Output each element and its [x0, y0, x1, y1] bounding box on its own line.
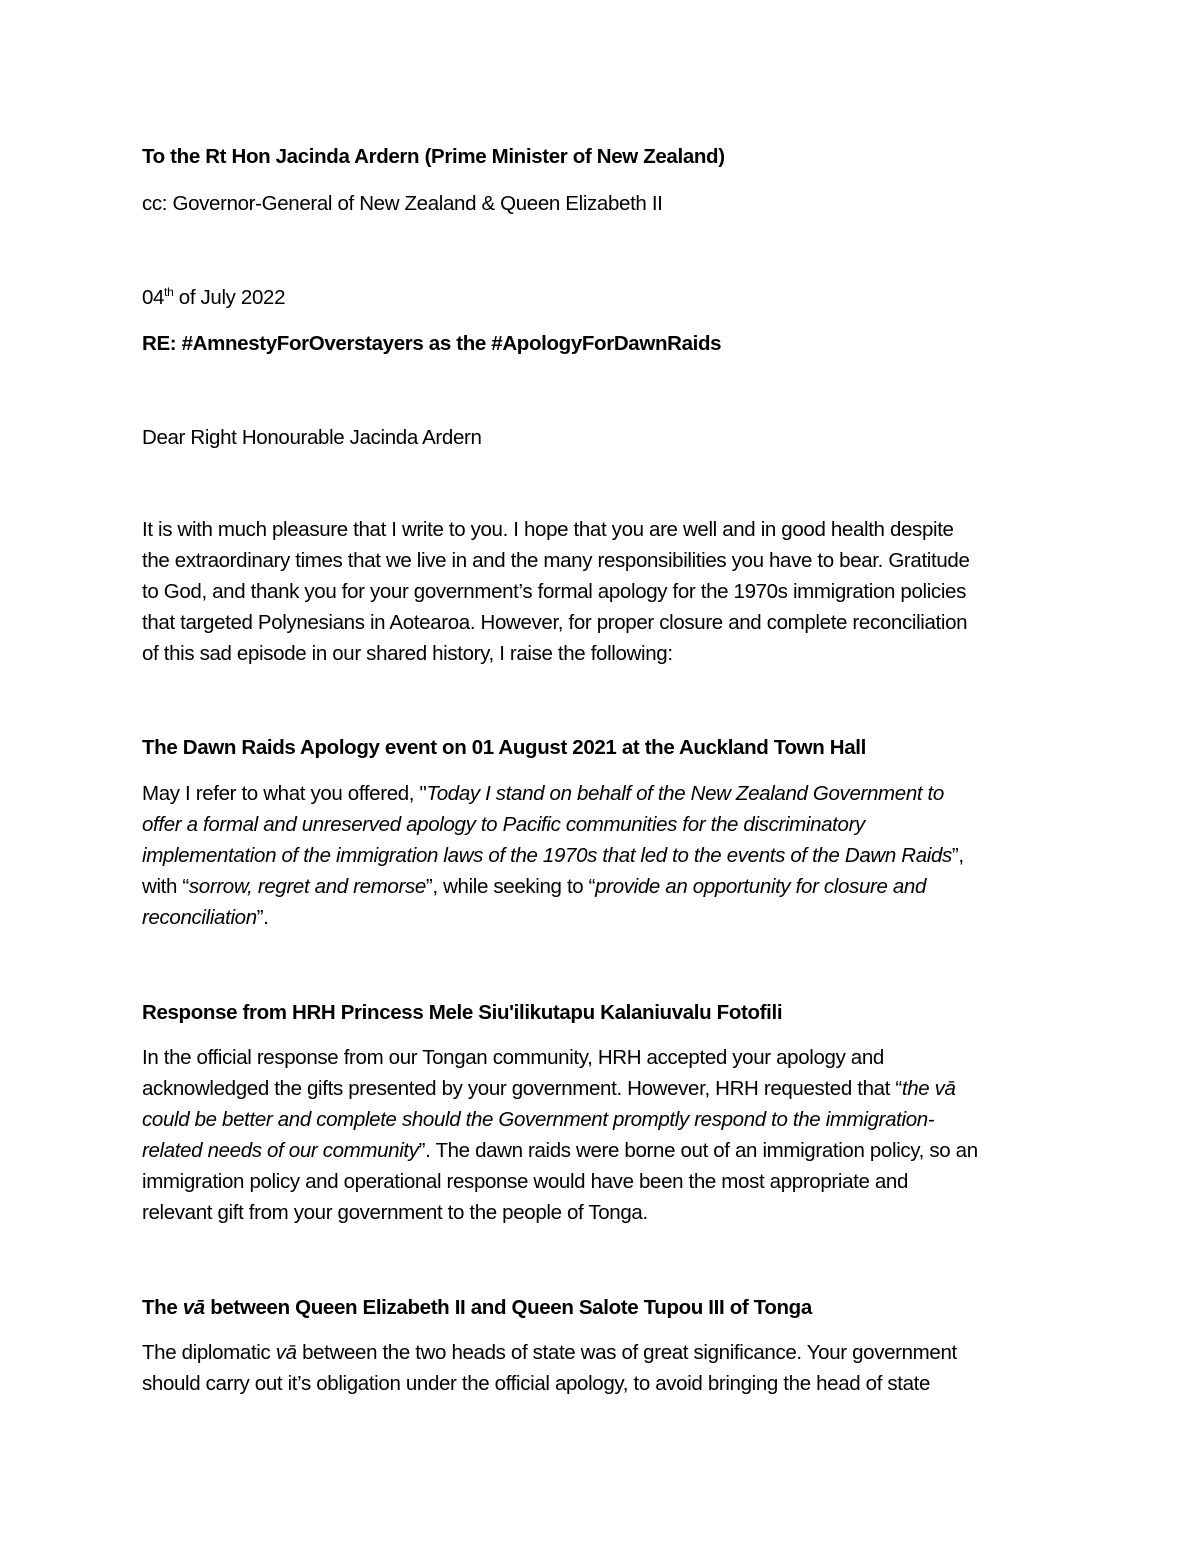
quote-text: could be better and complete should the Government promptly respond to the immigration-	[142, 1108, 935, 1131]
salutation: Dear Right Honourable Jacinda Ardern	[142, 426, 482, 449]
section-heading-va: The vā between Queen Elizabeth II and Queen Salote Tupou III of Tonga	[142, 1296, 812, 1319]
quote-text: offer a formal and unreserved apology to Pacific communities for the discriminatory	[142, 813, 865, 836]
quote-text: reconciliation	[142, 906, 257, 929]
va-paragraph: The diplomatic vā between the two heads of state was of great significance. Your government should carry out it’s obligation under the official apology, to avoid bringing the head of state	[142, 1341, 957, 1395]
intro-line: to God, and thank you for your government’s formal apology for the 1970s immigration policies	[142, 580, 966, 603]
recipient-line: To the Rt Hon Jacinda Ardern (Prime Minister of New Zealand)	[142, 145, 725, 168]
subject-line: RE: #AmnestyForOverstayers as the #ApologyForDawnRaids	[142, 332, 722, 355]
intro-line: that targeted Polynesians in Aotearoa. However, for proper closure and complete reconciliation	[142, 611, 968, 634]
quote-text: provide an opportunity for closure and	[595, 875, 927, 898]
intro-line: It is with much pleasure that I write to you. I hope that you are well and in good health despite	[142, 518, 954, 541]
section-heading-response: Response from HRH Princess Mele Siu'ilikutapu Kalaniuvalu Fotofili	[142, 1001, 783, 1024]
response-paragraph: In the official response from our Tongan community, HRH accepted your apology and acknowledged the gifts presented by your government. However, HRH requested that “the vā could be better and complete should the Government promptly respond to the immigration- related needs of our community”. The dawn raids were borne out of an immigration policy, so an immigration policy and operational response would have been the most appropriate and relevant gift from your government to the people of Tonga.	[142, 1046, 978, 1224]
intro-line: of this sad episode in our shared history, I raise the following:	[142, 642, 673, 665]
intro-line: the extraordinary times that we live in and the many responsibilities you have to bear. Gratitude	[142, 549, 970, 572]
letter-date: 04th of July 2022	[142, 285, 286, 309]
quote-text: implementation of the immigration laws of the 1970s that led to the events of the Dawn Raids	[142, 844, 952, 867]
quote-text: related needs of our community	[142, 1139, 419, 1162]
quote-text: the vā	[901, 1077, 956, 1100]
cc-line: cc: Governor-General of New Zealand & Queen Elizabeth II	[142, 192, 663, 215]
quote-text: Today I stand on behalf of the New Zealand Government to	[426, 782, 944, 805]
section-heading-apology-event: The Dawn Raids Apology event on 01 August 2021 at the Auckland Town Hall	[142, 736, 866, 759]
apology-quote-paragraph: May I refer to what you offered, "Today I stand on behalf of the New Zealand Government to offer a formal and unreserved apology to Pacific communities for the discriminatory implementation of the immigration laws of the 1970s that led to the events of the Dawn Raids”, with “sorrow, regret and remorse”, while seeking to “provide an opportunity for closure and reconciliation”.	[142, 782, 964, 929]
quote-text: sorrow, regret and remorse	[188, 875, 426, 898]
intro-paragraph	[142, 514, 1072, 669]
